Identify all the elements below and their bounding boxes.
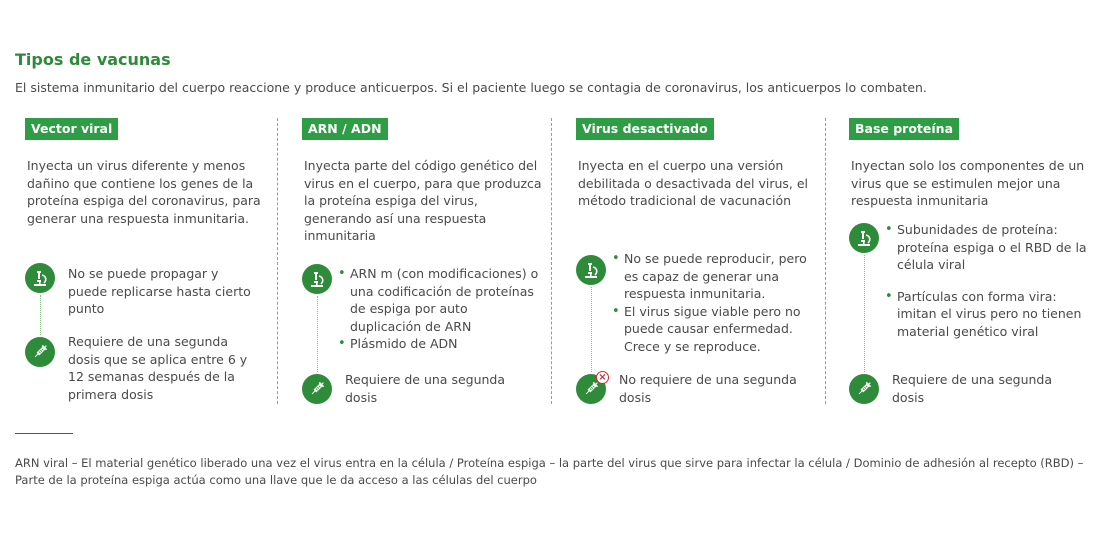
list-item: • No se puede reproducir, pero es capaz de generar una respuesta inmunitaria. (612, 250, 816, 303)
intro-text: El sistema inmunitario del cuerpo reaccione y produce anticuerpos. Si el paciente luego se contagia de coronavirus, los anticuerpos lo combaten. (15, 80, 927, 95)
microscope-icon (849, 223, 879, 253)
syringe-icon (849, 374, 879, 404)
column-description: Inyecta parte del código genético del virus en el cuerpo, para que produzca la proteína espiga del virus, generando así una respuesta inmunitaria (304, 158, 542, 243)
list-item: • ARN m (con modificaciones) o una codificación de proteínas de espiga por auto duplicación de ARN (338, 265, 542, 335)
dose-text: No requiere de una segunda dosis (619, 372, 797, 405)
column-label: Vector viral (25, 118, 118, 140)
footnote: ARN viral – El material genético liberado una vez el virus entra en la célula / Proteína espiga – la parte del virus que sirve para infectar la célula / Dominio de adhesión al recepto (RBD) – Parte de la proteína espiga actúa como una llave que le da acceso a las células del cuerpo (15, 456, 1084, 487)
list-item: • Partículas con forma vira: imitan el virus pero no tienen material genético viral (885, 288, 1089, 341)
column-vector-viral (25, 118, 265, 410)
column-base-proteina (849, 118, 1089, 410)
no-sign-icon: × (596, 371, 609, 384)
column-divider (825, 118, 826, 404)
connector-line (317, 296, 318, 372)
feature-text: No se puede propagar y puede replicarse hasta cierto punto (68, 266, 251, 316)
column-description: Inyecta en el cuerpo una versión debilitada o desactivada del virus, el método tradicional de vacunación (578, 158, 809, 208)
feature-list (338, 265, 542, 353)
column-divider (551, 118, 552, 404)
connector-line (591, 287, 592, 372)
feature-list (885, 221, 1089, 340)
column-arn-adn (302, 118, 542, 410)
syringe-icon (302, 374, 332, 404)
list-item: • Plásmido de ADN (338, 335, 542, 353)
syringe-icon (25, 337, 55, 367)
column-divider (277, 118, 278, 404)
footnote-rule (15, 433, 73, 434)
column-description: Inyecta un virus diferente y menos dañino que contiene los genes de la proteína espiga del coronavirus, para generar una respuesta inmunitaria. (27, 158, 261, 226)
column-label: ARN / ADN (302, 118, 388, 140)
list-item: • El virus sigue viable pero no puede causar enfermedad. Crece y se reproduce. (612, 303, 816, 356)
dose-text: Requiere de una segunda dosis (892, 372, 1053, 405)
connector-line (40, 295, 41, 335)
column-label: Base proteína (849, 118, 959, 140)
page-title: Tipos de vacunas (15, 50, 171, 69)
connector-line (864, 255, 865, 372)
microscope-icon (25, 263, 55, 293)
column-label: Virus desactivado (576, 118, 714, 140)
microscope-icon (576, 255, 606, 285)
dose-text: Requiere de una segunda dosis que se aplica entre 6 y 12 semanas después de la primera dosis (68, 334, 248, 402)
feature-list (612, 250, 816, 355)
column-virus-desactivado (576, 118, 816, 410)
column-description: Inyectan solo los componentes de un virus que se estimulen mejor una respuesta inmunitaria (851, 158, 1085, 208)
list-item: • Subunidades de proteína: proteína espiga o el RBD de la célula viral (885, 221, 1089, 274)
microscope-icon (302, 264, 332, 294)
dose-text: Requiere de una segunda dosis (345, 372, 506, 405)
